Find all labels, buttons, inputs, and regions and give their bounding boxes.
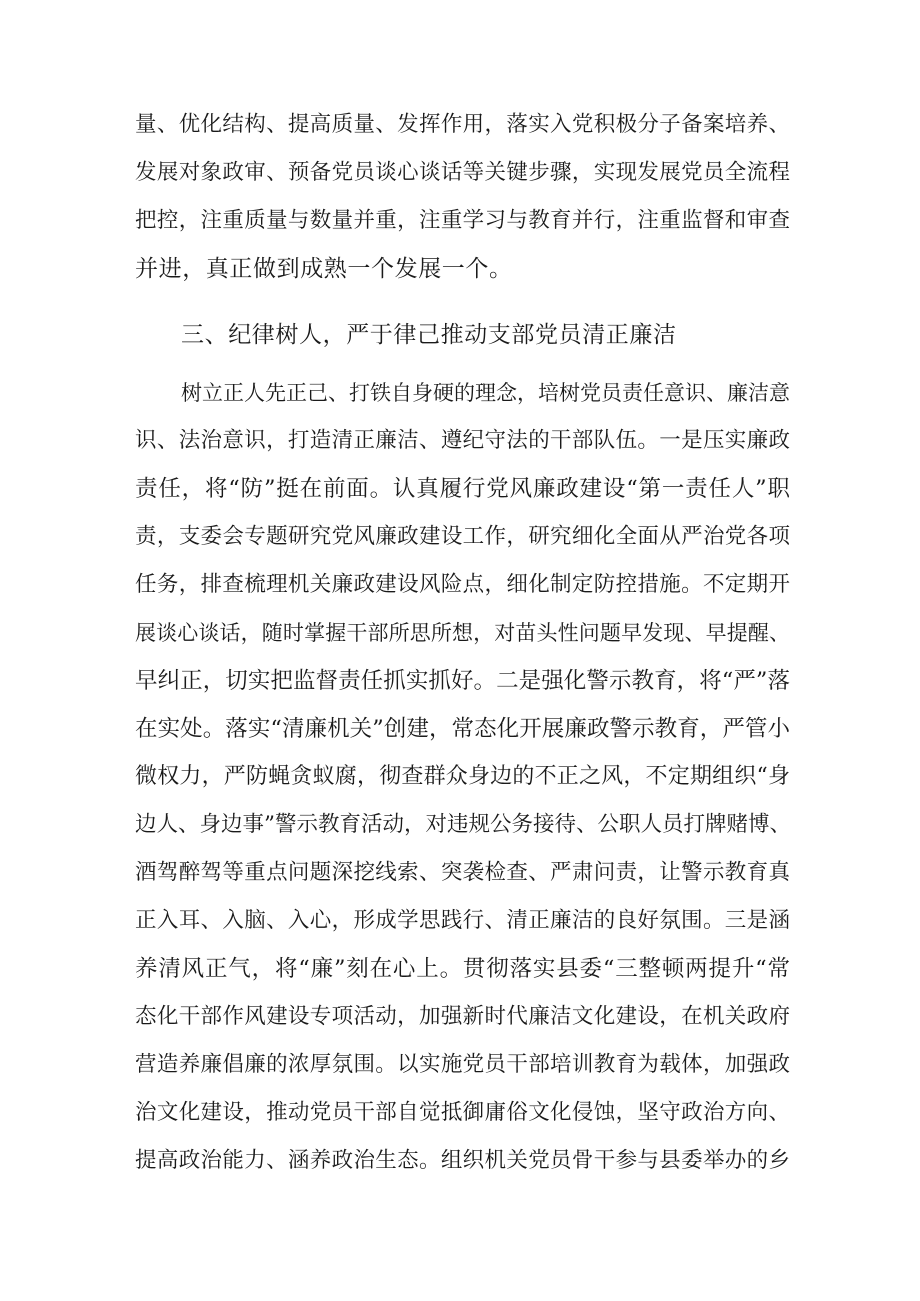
paragraph-2-line-1: 树立正人先正己、打铁自身硬的理念，培树党员责任意识、廉洁意 bbox=[181, 381, 790, 405]
paragraph-2-line-13: 养清风正气，将“廉”刻在心上。贯彻落实县委“三整顿两提升“常 bbox=[135, 956, 790, 982]
paragraph-2-line-7: 早纠正，切实把监督责任抓实抓好。二是强化警示教育，将“严”落 bbox=[135, 668, 790, 694]
paragraph-2-line-16: 治文化建设，推动党员干部自觉抵御庸俗文化侵蚀，坚守政治方向、 bbox=[135, 1100, 790, 1125]
paragraph-2-line-11: 酒驾醉驾等重点问题深挖线索、突袭检查、严肃问责，让警示教育真 bbox=[135, 860, 790, 885]
paragraph-2-line-8: 在实处。落实“清廉机关”创建，常态化开展廉政警示教育，严管小 bbox=[135, 716, 790, 742]
paragraph-2-line-3: 责任，将“防”挺在前面。认真履行党风廉政建设“第一责任人”职 bbox=[135, 476, 790, 502]
paragraph-2-line-14: 态化干部作风建设专项活动，加强新时代廉洁文化建设，在机关政府 bbox=[135, 1004, 790, 1029]
paragraph-1-line-1: 量、优化结构、提高质量、发挥作用，落实入党积极分子备案培养、 bbox=[135, 112, 790, 137]
paragraph-2-line-12: 正入耳、入脑、入心，形成学思践行、清正廉洁的良好氛围。三是涵 bbox=[135, 908, 790, 933]
paragraph-2-line-6: 展谈心谈话，随时掌握干部所思所想，对苗头性问题早发现、早提醒、 bbox=[135, 621, 790, 645]
paragraph-1-line-2: 发展对象政审、预备党员谈心谈话等关键步骤，实现发展党员全流程 bbox=[135, 160, 790, 185]
paragraph-2-line-15: 营造养廉倡廉的浓厚氛围。以实施党员干部培训教育为载体，加强政 bbox=[135, 1052, 790, 1077]
paragraph-2-line-17: 提高政治能力、涵养政治生态。组织机关党员骨干参与县委举办的乡 bbox=[135, 1148, 790, 1173]
paragraph-2-line-2: 识、法治意识，打造清正廉洁、遵纪守法的干部队伍。一是压实廉政 bbox=[135, 428, 790, 453]
paragraph-1-line-4: 并进，真正做到成熟一个发展一个。 bbox=[135, 256, 513, 282]
paragraph-2-line-4: 责，支委会专题研究党风廉政建设工作，研究细化全面从严治党各项 bbox=[135, 524, 790, 549]
section-heading: 三、纪律树人，严于律己推动支部党员清正廉洁 bbox=[181, 322, 677, 348]
paragraph-1-line-3: 把控，注重质量与数量并重，注重学习与教育并行，注重监督和审查 bbox=[135, 208, 790, 233]
paragraph-2-line-10: 边人、身边事”警示教育活动，对违规公务接待、公职人员打牌赌博、 bbox=[135, 812, 791, 837]
paragraph-2-line-9: 微权力，严防蝇贪蚁腐，彻查群众身边的不正之风，不定期组织“身 bbox=[135, 764, 790, 789]
paragraph-2-line-5: 任务，排查梳理机关廉政建设风险点，细化制定防控措施。不定期开 bbox=[135, 572, 790, 597]
